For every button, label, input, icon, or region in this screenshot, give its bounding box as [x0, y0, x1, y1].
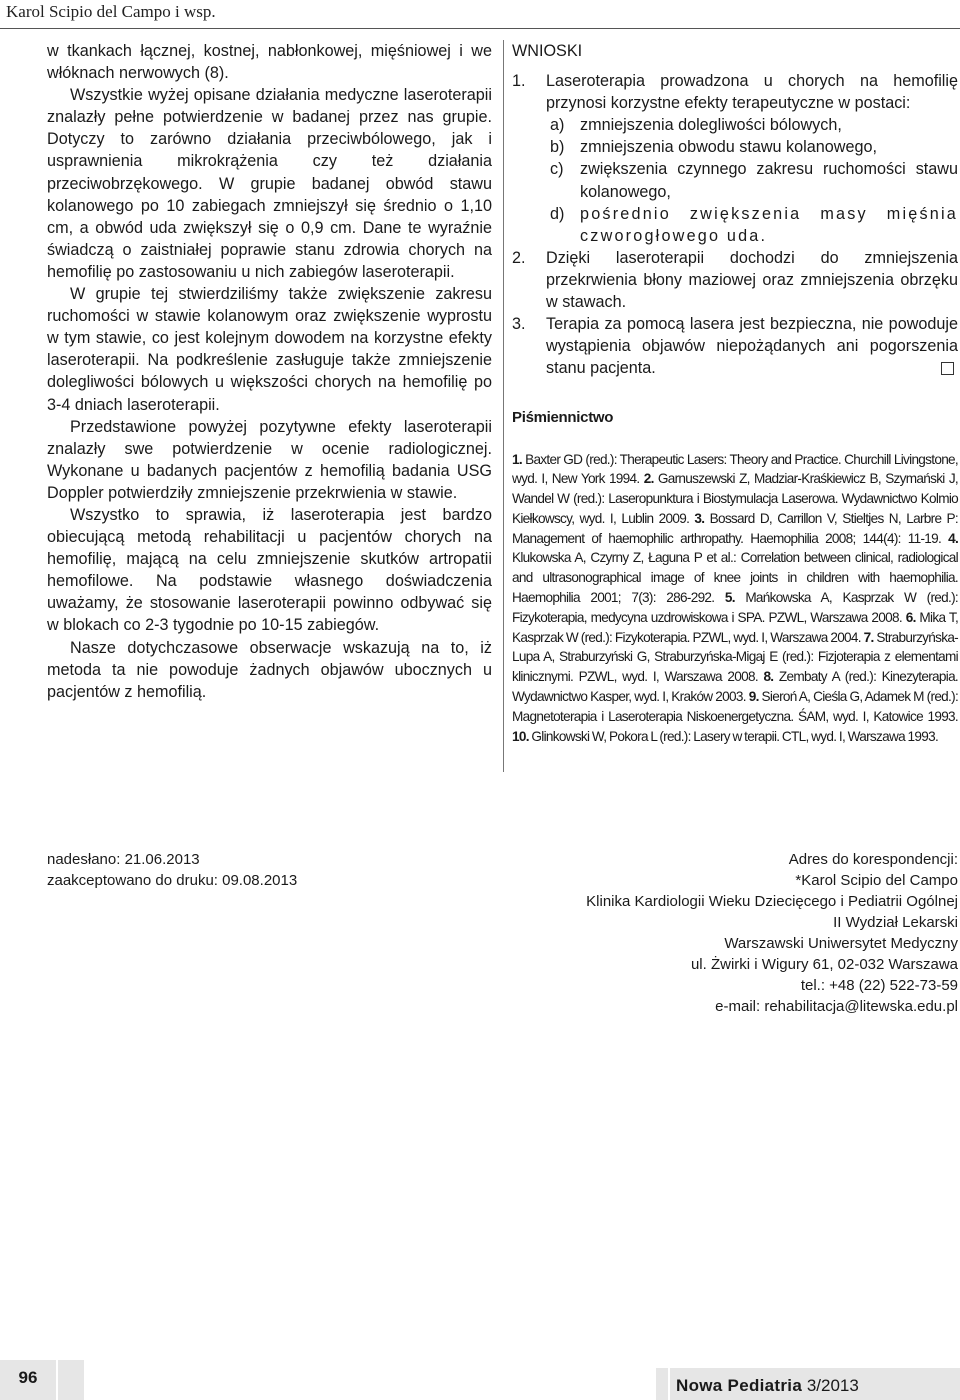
reference-number: 1. [512, 451, 522, 467]
reference-number: 8. [763, 669, 774, 685]
conclusion-item [512, 313, 958, 379]
received-date: nadesłano: 21.06.2013 [47, 851, 200, 868]
address-line: Adres do korespondencji: [788, 851, 958, 868]
subitem-text: pośrednio zwiększenia masy mięśnia czworogłowego uda. [580, 204, 958, 245]
subitem-letter: d) [550, 204, 565, 223]
references-list [512, 450, 958, 747]
conclusion-number: 3. [512, 315, 526, 334]
subitem-letter: c) [550, 160, 564, 179]
reference-text: Mika T, Kasprzak W (red.): Fizykoterapia. PZWL, wyd. I, Warszawa 2004. [512, 609, 959, 645]
correspondence-address [586, 849, 958, 1017]
conclusions-title: WNIOSKI [512, 42, 583, 60]
subitem-text: zwiększenia czynnego zakresu ruchomości stawu kolanowego, [580, 160, 958, 201]
address-line: II Wydział Lekarski [833, 914, 958, 931]
reference-text: Baxter GD (red.): Therapeutic Lasers: Theory and Practice. Churchill Livingstone, wyd. I, New York 1994. [512, 451, 958, 487]
reference-text: Zembaty A (red.): Kinezyterapia. Wydawnictwo Kasper, wyd. I, Kraków 2003. [512, 669, 959, 705]
conclusion-text: Dzięki laseroterapii dochodzi do zmniejszenia przekrwienia błony maziowej oraz zmniejszenia obrzęku w stawach. [546, 248, 958, 312]
paragraph: Wszystkie wyżej opisane działania medyczne laseroterapii znalazły pełne potwierdzenie w badanej przez nas grupie. Dotyczy to zarówno działania przeciwbólowego, jak i usprawnienia mikrokrążenia czy też działania przeciwobrzękowego. W grupie badanej obwód stawu kolanowego po 10 zabiegach zmniejszył się średnio o 1,10 cm, a obwód uda zwiększył się o 0,9 cm. Dane te wyraźnie świadczą o zaistniałej poprawie stanu zdrowia chorych na hemofilię po zastosowaniu u nich zabiegów laseroterapii. [47, 86, 492, 281]
conclusion-number: 1. [512, 72, 526, 91]
address-line: e-mail: rehabilitacja@litewska.edu.pl [715, 998, 958, 1015]
conclusion-text: Laseroterapia prowadzona u chorych na hemofilię przynosi korzystne efekty terapeutyczne w postaci: [546, 72, 958, 113]
paragraph: Wszystko to sprawia, iż laseroterapia jest bardzo obiecującą metodą rehabilitacji u pacjentów chorych na hemofilię, mającą na celu zmniejszenie skutków artropatii hemofilowe. Na podstawie własnego doświadczenia uważamy, że stosowanie laseroterapii powinno odbywać się w blokach co 2-3 tygodnie po 10-15 zabiegów. [47, 505, 492, 635]
conclusion-subitem [512, 158, 958, 202]
reference-text: Bossard D, Carrillon V, Stieltjes N, Larbre P: Management of haemophilic arthropathy. Haemophilia 2008; 144(4): 11-19. [512, 510, 958, 546]
references-title: Piśmiennictwo [512, 409, 614, 427]
reference-text: Glinkowski W, Pokora L (red.): Lasery w terapii. CTL, wyd. I, Warszawa 1993. [531, 728, 939, 744]
running-head: Karol Scipio del Campo i wsp. [6, 2, 216, 21]
conclusion-subitem [512, 203, 958, 247]
reference-text: Sieroń A, Cieśla G, Adamek M (red.): Magnetoterapia i Laseroterapia Niskoenergetyczna. ŚAM, wyd. I, Katowice 1993. [512, 689, 959, 724]
end-of-article-square-icon [941, 362, 954, 375]
paragraph: W grupie tej stwierdziliśmy także zwiększenie zakresu ruchomości w stawie kolanowym oraz zwiększenie wyprostu w tym stawie, co jest kolejnym dowodem na korzystne efekty laseroterapii. Na podkreślenie zasługuje także zmniejszenie dolegliwości bólowych u większości chorych na hemofilię po 3-4 dniach laseroterapii. [47, 285, 492, 414]
column-divider [503, 40, 504, 772]
header-rule [0, 28, 960, 29]
reference-number: 6. [905, 609, 916, 625]
reference-number: 10. [512, 728, 529, 744]
footer-separator [668, 1368, 670, 1400]
journal-info [676, 1376, 859, 1396]
address-line: *Karol Scipio del Campo [795, 872, 958, 889]
right-column [512, 40, 958, 746]
subitem-text: zmniejszenia obwodu stawu kolanowego, [580, 138, 877, 157]
journal-footer [656, 1368, 960, 1400]
footer-separator [56, 1360, 58, 1400]
reference-number: 4. [948, 530, 959, 546]
submission-dates [47, 849, 297, 891]
reference-number: 7. [863, 629, 874, 645]
reference-text: Klukowska A, Czyrny Z, Łaguna P et al.: Correlation between clinical, radiological and ultrasonographical image of knee joints in children with haemophilia. Haemophilia 2001; 7(3): 286-292. [512, 550, 958, 606]
left-column [47, 40, 492, 703]
subitem-letter: a) [550, 116, 565, 135]
conclusion-number: 2. [512, 248, 526, 267]
paragraph: Przedstawione powyżej pozytywne efekty laseroterapii znalazły swe potwierdzenie w ocenie radiologicznej. Wykonane u badanych pacjentów z hemofilią badania USG Doppler potwierdziły zmniejszenie przekrwienia w stawie. [47, 417, 492, 502]
conclusion-subitem [512, 136, 958, 158]
address-line: tel.: +48 (22) 522-73-59 [800, 977, 958, 994]
reference-number: 9. [748, 689, 759, 705]
conclusion-item [512, 70, 958, 114]
reference-number: 2. [643, 471, 654, 487]
reference-text: Mańkowska A, Kasprzak W (red.): Fizykoterapia, medycyna uzdrowiskowa i SPA. PZWL, Warszawa 2008. [512, 590, 958, 625]
paragraph: Nasze dotychczasowe obserwacje wskazują na to, iż metoda ta nie powoduje żadnych objawów ubocznych u pacjentów z hemofilią. [47, 638, 492, 701]
subitem-letter: b) [550, 138, 565, 157]
conclusion-item [512, 247, 958, 313]
conclusion-text: Terapia za pomocą lasera jest bezpieczna, nie powoduje wystąpienia objawów niepożądanych ani pogorszenia stanu pacjenta. [546, 315, 958, 378]
journal-name: Nowa Pediatria [676, 1376, 803, 1395]
paragraph: w tkankach łącznej, kostnej, nabłonkowej, mięśniowej i we włóknach nerwowych (8). [47, 42, 492, 83]
journal-issue: 3/2013 [806, 1376, 859, 1395]
address-line: Warszawski Uniwersytet Medyczny [724, 935, 958, 952]
page-number-box [0, 1360, 84, 1400]
conclusion-subitem [512, 114, 958, 136]
reference-number: 5. [724, 590, 735, 606]
address-line: ul. Żwirki i Wigury 61, 02-032 Warszawa [690, 956, 958, 973]
accepted-date: zaakceptowano do druku: 09.08.2013 [47, 872, 298, 889]
reference-number: 3. [694, 510, 705, 526]
reference-text: Straburzyńska-Lupa A, Straburzyński G, Straburzyńska-Migaj E (red.): Fizjoterapia z elementami klinicznymi. PZWL, wyd. I, Warszawa 2008. [512, 629, 959, 685]
subitem-text: zmniejszenia dolegliwości bólowych, [580, 116, 842, 135]
reference-text: Garnuszewski Z, Madziar-Kraśkiewicz B, Szymański J, Wandel W (red.): Laseropunktura i Biostymulacja Laserowa. Wydawnictwo Kolmio Kiełkowscy, wyd. I, Lublin 2009. [512, 471, 959, 526]
address-line: Klinika Kardiologii Wieku Dziecięcego i Pediatrii Ogólnej [586, 893, 958, 910]
page-number: 96 [18, 1368, 38, 1387]
